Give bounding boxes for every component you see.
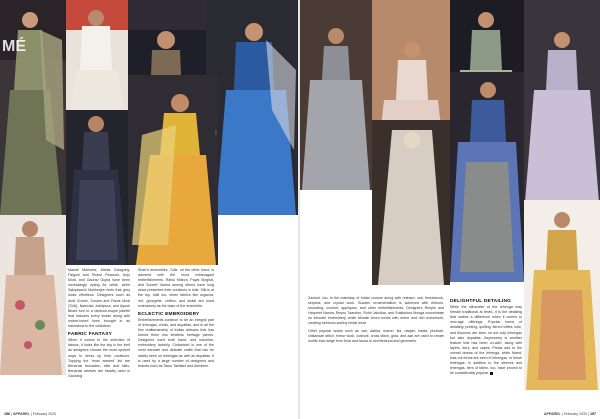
brand-watermark: MÉ: [2, 38, 26, 55]
right-magazine-name: APPAREL: [543, 412, 561, 416]
runway-photo-grey-embellished: [300, 0, 372, 190]
right-col2-body-text: While the silhouette of the lehenga may remain traditional at times, it is the detailing that makes a difference when it comes to new-age offerings. Popular forms of detailing: printing, quilting, tiered ruffles, tulle, and flounces are seen on not only lehengas but also dupattas. Asymmetry is another feature that has been on-skirt, along with layers, tiers, and capes. Pleats add to the overall drama of the lehenga, while flared, bias cut forms are seen in lehengas. In these lehengas, in addition to the sleeves and lehengas, tiers of fabric, too, have proved to be considerably popular.: [450, 305, 522, 376]
right-column-1: [308, 296, 444, 346]
left-folio: 156 | APPAREL | February 2020: [4, 412, 57, 416]
heading-fabric-fantasy: FABRIC FANTASY: [68, 332, 113, 338]
left-column-2: [138, 268, 214, 371]
left-col1-body: When it comes to the selection of fabrics, it looks like the sky is the limit as designers choose the most opulent ways to dress up their creations. Topping the 'most wanted' list are Benarasi brocades, tulle and silks. Benarasi weaves are heavily used in Gaurang: [68, 338, 130, 378]
right-issue-date: February 2020: [563, 412, 588, 416]
runway-photo-gold-lehenga: [524, 200, 600, 390]
right-page: [300, 0, 600, 419]
left-col1-intro: Manali Malhotra, Mania Gangoely, Falguni and Shane Peacock, Anju Modi, and Gaurav Gupta have been increasingly opting for white, while Sabyasachi Mukherjee feels that grey looks effortless. Designers such as Amit Grover, Sonam and Paras Modi (SVA), Namrata Joshipura, and Ayush Birani turn to a rainbow-esque palette that includes every shade along with ombre-toned hues brought in as transitions to the collection.: [68, 268, 130, 329]
right-col1-body: Other popular works such as zari, dabka, marori, tila, naqshi, badla, phulkari, chikankari stitch, mirror work, cutwork, cross stitch, gota, and aari are used to create motifs that range from flora and fauna to architectural and geometric: [308, 328, 444, 343]
runway-photo-black-lehenga: [66, 110, 128, 265]
heading-delightful-detailing: DELIGHTFUL DETAILING: [450, 299, 512, 304]
runway-photo-yellow-dupatta: [128, 75, 218, 265]
left-page-number: 156: [4, 412, 10, 416]
runway-photo-blue-skirt: [206, 0, 298, 215]
end-of-article-mark: [490, 372, 493, 375]
runway-photo-blue-embroidered: [450, 72, 524, 282]
runway-photo-ivory-veil: [372, 120, 450, 285]
right-col2-body: [450, 305, 522, 376]
right-col1-intro: Zardozi, too, is the mainstay of bridal couture along with resham, zari, threadwork, sequins, and crystal work. Sudden ornamentation is achieved with ribbons, smocking, crochet, appliques, and other embellishments. Designers Rimple and Harpreet Narula, Reynu Taandon, Rohit Jakolkar, and Sulakshna Monga concentrate on intricate embroidery, while Monish Arora works with mirror and rich mirrorwork, creating heirloom-worthy bridal wear.: [308, 296, 444, 326]
right-page-number: 157: [590, 412, 596, 416]
left-column-1: [68, 268, 130, 381]
left-page: [0, 0, 298, 419]
right-folio: APPAREL | February 2020 | 157: [543, 412, 596, 416]
left-col2-body: Embellishments continue to be an integral part of lehengas, cholis, and dupattas, and in all the fine craftsmanship of Indian artisans that has turned them into timeless heritage pieces. Designers used both hand- and machine-embroidery lavishly. Chikankari is one of the most intricate and delicate crafts that can be widely seen on lehengas as well as dupattas. It is used by a large number of designers and brands such as Tarun Tahiliani and Ashdeen.: [138, 317, 214, 368]
left-magazine-name: APPAREL: [12, 412, 30, 416]
heading-eclectic-embroidery: ECLECTIC EMBROIDERY: [138, 311, 200, 317]
runway-photo-lavender-lehenga: [524, 0, 600, 215]
left-issue-date: February 2020: [32, 412, 57, 416]
left-col2-intro: Shah's ensembles. Tulle, on the other hand, is adorned with the most extravagant embellishments. Rahul Mishra, Payal Singhal, and Suneet Varma among others have long since presented their creations in tulle. Silk is at the top, tulle too, sheer fabrics like organza, net, georgette, chiffon, and khadi are used extensively as the base of the ensemble.: [138, 268, 214, 308]
photo-credit-left: EKLI: [214, 130, 217, 136]
runway-photo-grey-lehenga: [0, 0, 66, 215]
right-column-2: [450, 296, 522, 378]
runway-photo-floral-lehenga: [0, 215, 66, 375]
runway-photo-white-lace: [66, 0, 128, 110]
